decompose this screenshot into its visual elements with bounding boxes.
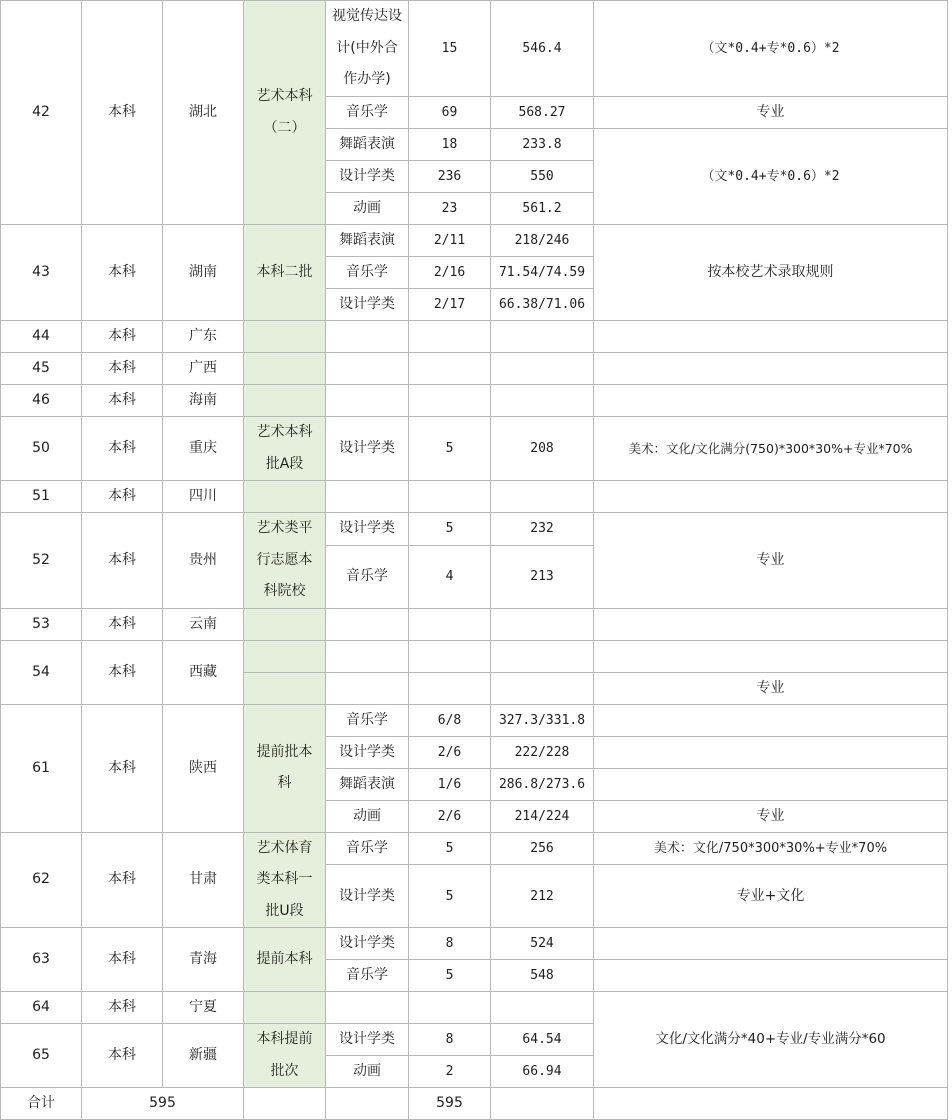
rule-cell: 专业+文化 xyxy=(594,865,948,928)
batch-cell: 艺术类平行志愿本科院校 xyxy=(244,513,326,609)
rule-cell xyxy=(594,928,948,960)
level-cell: 本科 xyxy=(82,704,163,832)
rule-cell xyxy=(594,640,948,672)
count-cell: 5 xyxy=(409,960,491,992)
major-cell: 设计学类 xyxy=(326,736,409,768)
batch-cell xyxy=(244,481,326,513)
level-cell: 本科 xyxy=(82,385,163,417)
batch-cell xyxy=(244,385,326,417)
count-cell xyxy=(409,385,491,417)
batch-cell: 本科提前批次 xyxy=(244,1024,326,1088)
province-cell: 湖北 xyxy=(163,1,244,225)
level-cell: 本科 xyxy=(82,417,163,481)
batch-cell: 艺术本科批A段 xyxy=(244,417,326,481)
count-cell: 2/6 xyxy=(409,736,491,768)
level-cell: 本科 xyxy=(82,481,163,513)
score-cell: 66.94 xyxy=(491,1056,594,1088)
major-cell: 动画 xyxy=(326,800,409,832)
major-cell xyxy=(326,672,409,704)
score-cell: 233.8 xyxy=(491,129,594,161)
rule-cell xyxy=(594,736,948,768)
major-cell: 设计学类 xyxy=(326,1024,409,1056)
major-cell: 音乐学 xyxy=(326,832,409,865)
table-row xyxy=(1,385,948,417)
level-cell: 本科 xyxy=(82,225,163,321)
count-cell: 18 xyxy=(409,129,491,161)
batch-cell: 艺术体育类本科一批U段 xyxy=(244,832,326,928)
score-cell: 232 xyxy=(491,513,594,546)
score-cell: 214/224 xyxy=(491,800,594,832)
major-cell: 音乐学 xyxy=(326,704,409,736)
table-row xyxy=(1,928,948,960)
province-cell: 新疆 xyxy=(163,1024,244,1088)
level-cell: 本科 xyxy=(82,640,163,704)
province-cell: 西藏 xyxy=(163,640,244,704)
count-cell: 5 xyxy=(409,417,491,481)
row-number: 43 xyxy=(1,225,82,321)
rule-cell: 文化/文化满分*40+专业/专业满分*60 xyxy=(594,992,948,1088)
major-cell: 设计学类 xyxy=(326,161,409,193)
score-cell xyxy=(491,321,594,353)
major-cell: 设计学类 xyxy=(326,928,409,960)
rule-cell xyxy=(594,353,948,385)
rule-cell: 美术：文化/750*300*30%+专业*70% xyxy=(594,832,948,865)
total-empty xyxy=(594,1088,948,1120)
score-cell: 550 xyxy=(491,161,594,193)
batch-cell: 艺术本科（二） xyxy=(244,1,326,225)
total-sum-2: 595 xyxy=(409,1088,491,1120)
batch-cell: 本科二批 xyxy=(244,225,326,321)
major-cell xyxy=(326,321,409,353)
count-cell: 8 xyxy=(409,1024,491,1056)
table-row xyxy=(1,608,948,640)
row-number: 46 xyxy=(1,385,82,417)
row-number: 52 xyxy=(1,513,82,609)
score-cell: 213 xyxy=(491,545,594,608)
score-cell: 546.4 xyxy=(491,1,594,97)
row-number: 51 xyxy=(1,481,82,513)
major-cell: 舞蹈表演 xyxy=(326,129,409,161)
table-row xyxy=(1,417,948,481)
major-cell: 动画 xyxy=(326,193,409,225)
score-cell xyxy=(491,992,594,1024)
total-sum-1: 595 xyxy=(82,1088,244,1120)
count-cell: 236 xyxy=(409,161,491,193)
major-cell: 设计学类 xyxy=(326,513,409,546)
row-number: 62 xyxy=(1,832,82,928)
count-cell: 5 xyxy=(409,513,491,546)
table-row xyxy=(1,992,948,1024)
score-cell: 524 xyxy=(491,928,594,960)
row-number: 53 xyxy=(1,608,82,640)
batch-cell xyxy=(244,353,326,385)
province-cell: 贵州 xyxy=(163,513,244,609)
major-cell: 音乐学 xyxy=(326,97,409,129)
table-row xyxy=(1,704,948,736)
count-cell: 5 xyxy=(409,832,491,865)
score-cell: 218/246 xyxy=(491,225,594,257)
major-cell: 设计学类 xyxy=(326,289,409,321)
score-cell: 327.3/331.8 xyxy=(491,704,594,736)
count-cell: 2/11 xyxy=(409,225,491,257)
rule-cell xyxy=(594,608,948,640)
major-cell: 视觉传达设计(中外合作办学) xyxy=(326,1,409,97)
major-cell xyxy=(326,608,409,640)
table-row xyxy=(1,1,948,97)
score-cell: 568.27 xyxy=(491,97,594,129)
count-cell: 69 xyxy=(409,97,491,129)
major-cell xyxy=(326,353,409,385)
total-empty xyxy=(244,1088,326,1120)
table-row xyxy=(1,513,948,546)
rule-cell: 专业 xyxy=(594,800,948,832)
province-cell: 甘肃 xyxy=(163,832,244,928)
province-cell: 云南 xyxy=(163,608,244,640)
table-row xyxy=(1,640,948,672)
score-cell: 222/228 xyxy=(491,736,594,768)
score-cell: 548 xyxy=(491,960,594,992)
total-row xyxy=(1,1088,948,1120)
major-cell: 舞蹈表演 xyxy=(326,768,409,800)
count-cell: 2/6 xyxy=(409,800,491,832)
score-cell: 286.8/273.6 xyxy=(491,768,594,800)
province-cell: 青海 xyxy=(163,928,244,992)
batch-cell xyxy=(244,992,326,1024)
batch-cell: 提前批本科 xyxy=(244,704,326,832)
major-cell xyxy=(326,640,409,672)
row-number: 54 xyxy=(1,640,82,704)
major-cell: 动画 xyxy=(326,1056,409,1088)
rule-cell xyxy=(594,481,948,513)
count-cell: 15 xyxy=(409,1,491,97)
score-cell: 256 xyxy=(491,832,594,865)
count-cell: 5 xyxy=(409,865,491,928)
province-cell: 宁夏 xyxy=(163,992,244,1024)
count-cell: 6/8 xyxy=(409,704,491,736)
rule-cell xyxy=(594,768,948,800)
count-cell: 8 xyxy=(409,928,491,960)
count-cell: 2/16 xyxy=(409,257,491,289)
count-cell xyxy=(409,353,491,385)
table-row xyxy=(1,353,948,385)
level-cell: 本科 xyxy=(82,353,163,385)
count-cell xyxy=(409,672,491,704)
batch-cell xyxy=(244,608,326,640)
count-cell: 2/17 xyxy=(409,289,491,321)
row-number: 64 xyxy=(1,992,82,1024)
table-row xyxy=(1,481,948,513)
row-number: 44 xyxy=(1,321,82,353)
rule-cell: 专业 xyxy=(594,97,948,129)
province-cell: 湖南 xyxy=(163,225,244,321)
level-cell: 本科 xyxy=(82,608,163,640)
count-cell xyxy=(409,481,491,513)
province-cell: 广东 xyxy=(163,321,244,353)
province-cell: 陕西 xyxy=(163,704,244,832)
major-cell: 音乐学 xyxy=(326,257,409,289)
batch-cell xyxy=(244,321,326,353)
score-cell xyxy=(491,385,594,417)
count-cell: 1/6 xyxy=(409,768,491,800)
rule-cell xyxy=(594,960,948,992)
table-row xyxy=(1,832,948,865)
count-cell: 2 xyxy=(409,1056,491,1088)
table-row xyxy=(1,321,948,353)
major-cell: 设计学类 xyxy=(326,417,409,481)
total-empty xyxy=(326,1088,409,1120)
major-cell: 舞蹈表演 xyxy=(326,225,409,257)
row-number: 63 xyxy=(1,928,82,992)
count-cell xyxy=(409,640,491,672)
score-cell: 66.38/71.06 xyxy=(491,289,594,321)
batch-cell xyxy=(244,640,326,672)
rule-cell: （文*0.4+专*0.6）*2 xyxy=(594,1,948,97)
rule-cell: （文*0.4+专*0.6）*2 xyxy=(594,129,948,225)
score-cell xyxy=(491,672,594,704)
major-cell xyxy=(326,481,409,513)
score-cell xyxy=(491,640,594,672)
rule-cell: 专业 xyxy=(594,672,948,704)
level-cell: 本科 xyxy=(82,321,163,353)
province-cell: 海南 xyxy=(163,385,244,417)
score-cell: 561.2 xyxy=(491,193,594,225)
rule-cell: 美术：文化/文化满分(750)*300*30%+专业*70% xyxy=(594,417,948,481)
rule-cell xyxy=(594,321,948,353)
score-cell: 208 xyxy=(491,417,594,481)
score-cell: 64.54 xyxy=(491,1024,594,1056)
count-cell xyxy=(409,321,491,353)
level-cell: 本科 xyxy=(82,1024,163,1088)
score-cell: 71.54/74.59 xyxy=(491,257,594,289)
row-number: 45 xyxy=(1,353,82,385)
count-cell: 4 xyxy=(409,545,491,608)
level-cell: 本科 xyxy=(82,1,163,225)
major-cell: 音乐学 xyxy=(326,960,409,992)
major-cell: 音乐学 xyxy=(326,545,409,608)
count-cell xyxy=(409,608,491,640)
level-cell: 本科 xyxy=(82,832,163,928)
row-number: 50 xyxy=(1,417,82,481)
rule-cell xyxy=(594,704,948,736)
province-cell: 广西 xyxy=(163,353,244,385)
score-cell xyxy=(491,481,594,513)
row-number: 61 xyxy=(1,704,82,832)
rule-cell xyxy=(594,385,948,417)
level-cell: 本科 xyxy=(82,513,163,609)
count-cell: 23 xyxy=(409,193,491,225)
rule-cell: 按本校艺术录取规则 xyxy=(594,225,948,321)
row-number: 42 xyxy=(1,1,82,225)
level-cell: 本科 xyxy=(82,992,163,1024)
batch-cell: 提前本科 xyxy=(244,928,326,992)
score-cell: 212 xyxy=(491,865,594,928)
score-cell xyxy=(491,608,594,640)
level-cell: 本科 xyxy=(82,928,163,992)
batch-cell xyxy=(244,672,326,704)
total-empty xyxy=(491,1088,594,1120)
score-cell xyxy=(491,353,594,385)
row-number: 65 xyxy=(1,1024,82,1088)
rule-cell: 专业 xyxy=(594,513,948,609)
province-cell: 四川 xyxy=(163,481,244,513)
major-cell xyxy=(326,385,409,417)
total-label: 合计 xyxy=(1,1088,82,1120)
province-cell: 重庆 xyxy=(163,417,244,481)
major-cell: 设计学类 xyxy=(326,865,409,928)
count-cell xyxy=(409,992,491,1024)
major-cell xyxy=(326,992,409,1024)
table-row xyxy=(1,225,948,257)
